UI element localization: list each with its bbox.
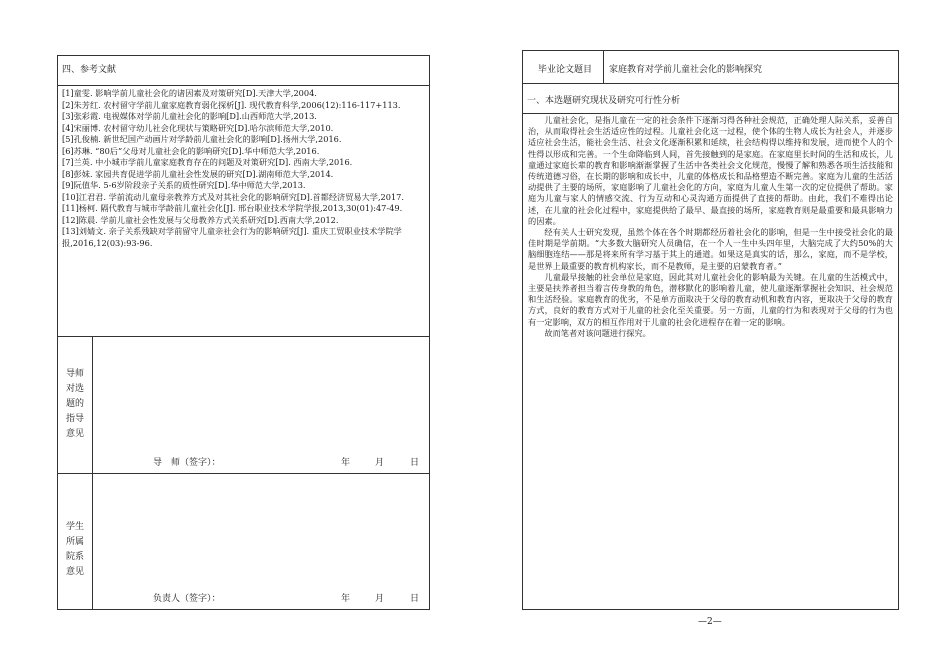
analysis-body	[523, 115, 898, 415]
advisor-opinion-label: 导师 对选 题的 指导 意见	[65, 369, 84, 439]
reference-item: [10]江君君. 学前流动儿童母亲教养方式及对其社会化的影响研究[D].首都经济贸易大学,2017.	[62, 191, 404, 202]
reference-item: [3]张彩霞. 电视媒体对学前儿童社会化的影响[D].山西师范大学,2013.	[62, 111, 317, 121]
topic-row	[523, 51, 898, 84]
reference-item: [11]杨柯. 隔代教育与城市学龄前儿童社会化[J]. 邢台职业技术学院学报,2013,30(01):47-49.	[62, 203, 403, 213]
analysis-section-title: 一、本选题研究现状及研究可行性分析	[527, 96, 681, 106]
references-form-panel	[57, 55, 430, 610]
department-opinion-label: 学生 所属 院系 意见	[65, 522, 84, 577]
section-header-row	[523, 84, 898, 114]
body-paragraph: 经有关人士研究发现，虽然个体在各个时期都经历着社会化的影响，但是一生中接受社会化的最佳时期是学前期。“大多数大脑研究人员确信，在一个人一生中头四年里，大脑完成了大约50%的大脑细胞连结——那是将来所有学习基于其上的通道。如果这是真实的话，那么，家庭，而不是学校，是世界上最重要的教育机构家长，而不是教师，是主要的启蒙教育者。”	[528, 227, 893, 271]
reference-item: [12]陈晨. 学前儿童社会性发展与父母教养方式关系研究[D].西南大学,2012.	[62, 214, 339, 225]
reference-item: [6]苏琳. “80后”父母对儿童社会化的影响研究[D].华中师范大学,2016.	[62, 145, 320, 156]
advisor-opinion-section	[58, 337, 429, 474]
advisor-date-day: 日	[410, 458, 420, 468]
reference-item: [7]兰英. 中小城市学前儿童家庭教育存在的问题及对策研究[D]. 西南大学,2016.	[62, 157, 353, 167]
body-paragraph: 儿童社会化，是指儿童在一定的社会条件下逐渐习得各种社会规范，正确处理人际关系，妥善自治，从而取得社会生活适应性的过程。儿童社会化这一过程，使个体的生物人成长为社会人，并逐步适应社会生活，能社会生活、社会文化逐渐积累和延续，社会结构得以维持和发展，进而使个人的个性得以形成和完善。一个生命降临到人间，首先接触到的是家庭。在家庭里长时间的生活和成长，儿童通过家庭长辈的教育和影响渐渐掌握了生活中各类社会文化规范，慢慢了解和熟悉各项生活技能和传统道德习俗，在长期的影响和成长中，儿童的体格成长和品格塑造不断完善。家庭为儿童的生活活动提供了主要的场所，家庭影响了儿童社会化的方向，家庭为儿童人生第一次的定位提供了帮助。家庭为儿童与家人的情感交流、行为互动和心灵沟通方面提供了直接的帮助。由此，我们不难得出论述，在儿童的社会化过程中，家庭提供给了最早、最直接的场所，家庭教育则是最重要和最具影响力的因素。	[528, 115, 893, 226]
reference-list	[58, 86, 429, 337]
department-signature-label: 负责人（签字）：	[153, 594, 221, 604]
body-paragraph: 故而笔者对该问题进行探究。	[544, 327, 651, 338]
reference-item: [2]朱芳红. 农村留守学前儿童家庭教育弱化探析[J]. 现代教育科学,2006(12):116-117+113.	[62, 99, 401, 110]
body-paragraph: 儿童最早接触的社会单位是家庭，因此其对儿童社会化的影响最为关键。在儿童的生活模式中，主要是扶养者担当着言传身教的角色，潜移默化的影响着儿童，使儿童逐渐掌握社会知识、社会规范和生活经验。家庭教育的优劣，不是单方面取决于父母的教育动机和教育内容，更取决于父母的教育方式，良好的教育方式对于儿童的社会化至关重要。另一方面，儿童的行为和表现对于父母的行为也有一定影响，双方的相互作用对于儿童的社会化进程存在着一定的影响。	[528, 271, 893, 327]
topic-value: 家庭教育对学前儿童社会化的影响探究	[609, 65, 763, 75]
page-number: —2—	[698, 617, 722, 627]
advisor-signature-label: 导 师（签字）：	[153, 458, 221, 468]
column-divider	[92, 337, 93, 474]
reference-item: [5]孔俊楠. 新世纪国产动画片对学龄前儿童社会化的影响[D].扬州大学,2016.	[62, 134, 342, 144]
reference-item: [13]刘婧文. 亲子关系残缺对学前留守儿童亲社会行为的影响研究[J]. 重庆工贸职业技术学院学报,2016,12(03):93-96.	[62, 226, 402, 248]
department-date-day: 日	[410, 594, 420, 604]
reference-item: [9]阮值华. 5-6岁阶段亲子关系的质性研究[D].华中师范大学,2013.	[62, 180, 306, 190]
advisor-date-month: 月	[375, 458, 385, 468]
department-date-year: 年	[341, 594, 351, 604]
references-section-title: 四、参考文献	[62, 65, 117, 75]
references-header-row	[58, 56, 429, 86]
department-opinion-section	[58, 474, 429, 611]
department-date-month: 月	[375, 594, 385, 604]
reference-item: [1]童雯. 影响学前儿童社会化的诸因素及对策研究[D].天津大学,2004.	[62, 88, 317, 98]
topic-label: 毕业论文题目	[538, 65, 593, 75]
reference-item: [8]彭妹. 家园共育促进学前儿童社会性发展的研究[D].湖南师范大学,2014.	[62, 168, 334, 179]
column-divider	[603, 51, 604, 84]
reference-item: [4]宋丽博. 农村留守幼儿社会化现状与策略研究[D].哈尔滨师范大学,2010.	[62, 122, 334, 133]
advisor-date-year: 年	[341, 458, 351, 468]
column-divider	[92, 474, 93, 609]
research-analysis-panel	[522, 50, 899, 610]
